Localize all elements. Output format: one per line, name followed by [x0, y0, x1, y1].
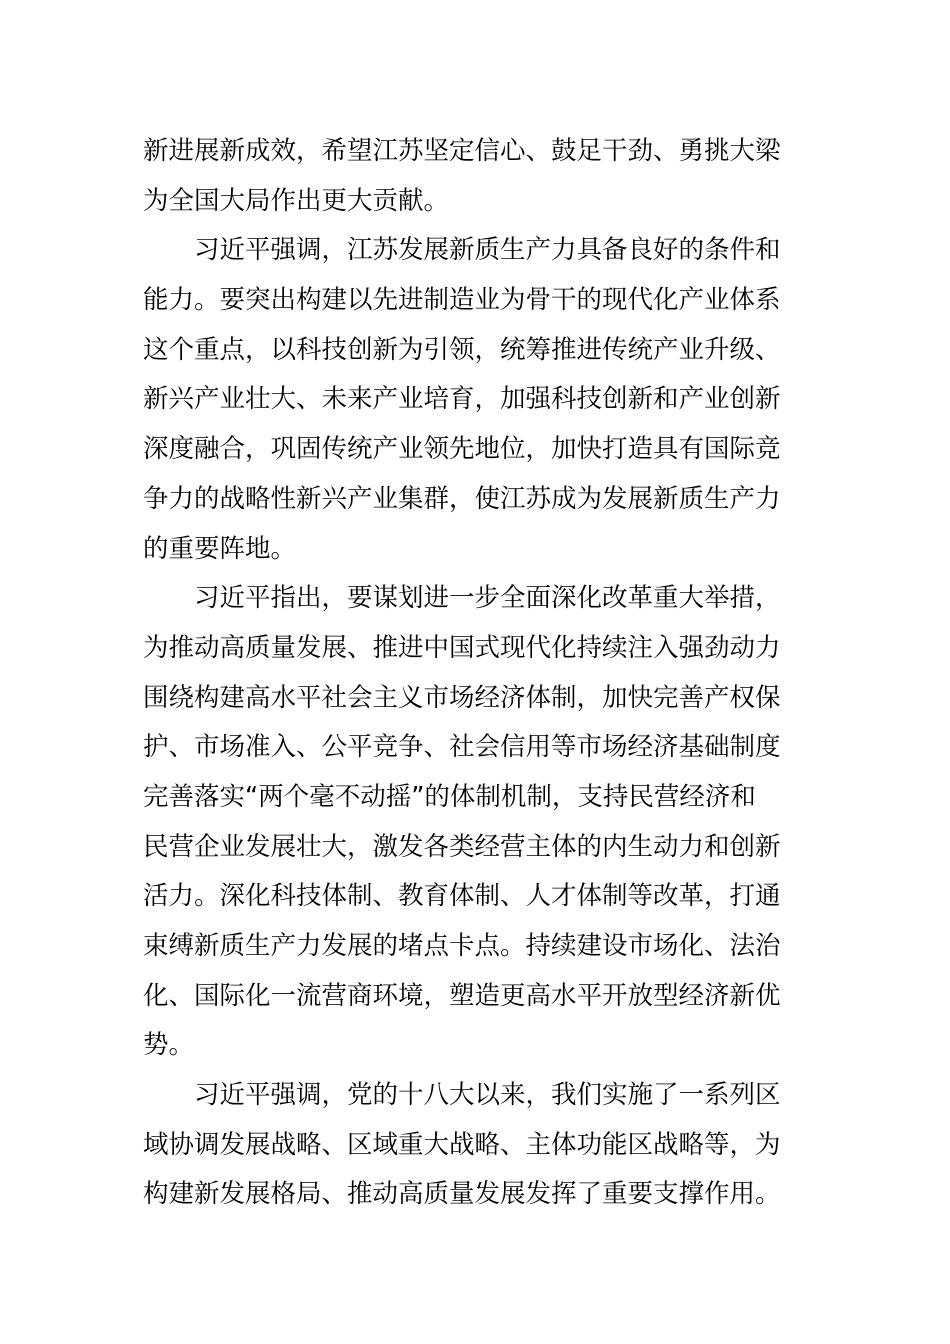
paragraph	[143, 226, 808, 574]
text-line: 这个重点，以科技创新为引领，统筹推进传统产业升级、	[143, 334, 781, 365]
text-line: 争力的战略性新兴产业集群，使江苏成为发展新质生产力	[143, 483, 781, 514]
text-line: 民营企业发展壮大，激发各类经营主体的内生动力和创新	[143, 831, 781, 862]
text-line: 新兴产业壮大、未来产业培育，加强科技创新和产业创新	[143, 384, 781, 415]
document-body	[143, 127, 808, 1220]
text-line: 的重要阵地。	[143, 533, 297, 564]
text-line: 为推动高质量发展、推进中国式现代化持续注入强劲动力	[143, 632, 781, 663]
paragraph	[143, 574, 808, 1071]
text-line: 护、市场准入、公平竞争、社会信用等市场经济基础制度	[143, 732, 781, 763]
text-line: 为全国大局作出更大贡献。	[143, 185, 450, 216]
text-line: 新进展新成效，希望江苏坚定信心、鼓足干劲、勇挑大梁	[143, 136, 781, 166]
text-line: 完善落实“两个毫不动摇”的体制机制，支持民营经济和	[143, 781, 756, 812]
paragraph	[143, 127, 808, 226]
text-line: 构建新发展格局、推动高质量发展发挥了重要支撑作用。	[143, 1179, 781, 1210]
text-line: 活力。深化科技体制、教育体制、人才体制等改革，打通	[143, 881, 781, 912]
text-line: 习近平强调，党的十八大以来，我们实施了一系列区	[194, 1080, 781, 1111]
text-line: 势。	[143, 1030, 195, 1061]
text-line: 习近平指出，要谋划进一步全面深化改革重大举措，	[194, 583, 781, 614]
text-line: 习近平强调，江苏发展新质生产力具备良好的条件和	[194, 235, 781, 266]
text-line: 束缚新质生产力发展的堵点卡点。持续建设市场化、法治	[143, 931, 781, 961]
text-line: 化、国际化一流营商环境，塑造更高水平开放型经济新优	[143, 980, 781, 1011]
text-line: 围绕构建高水平社会主义市场经济体制，加快完善产权保	[143, 682, 781, 713]
text-line: 能力。要突出构建以先进制造业为骨干的现代化产业体系	[143, 285, 781, 316]
paragraph	[143, 1071, 808, 1220]
text-line: 域协调发展战略、区域重大战略、主体功能区战略等，为	[143, 1129, 781, 1160]
text-line: 深度融合，巩固传统产业领先地位，加快打造具有国际竞	[143, 434, 781, 465]
